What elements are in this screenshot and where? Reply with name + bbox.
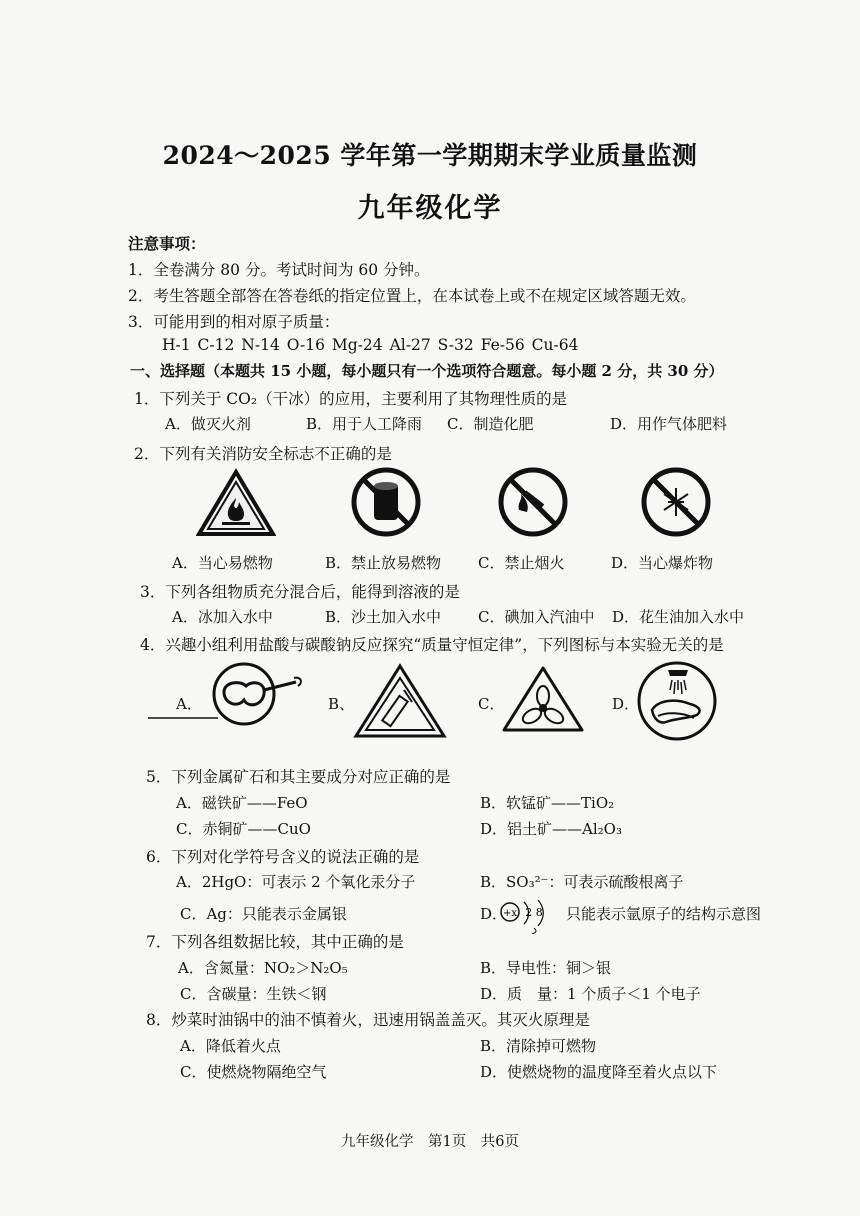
question-stem: 5．下列金属矿石和其主要成分对应正确的是 [146, 768, 451, 786]
question-stem: 1．下列关于 CO₂（干冰）的应用，主要利用了其物理性质的是 [134, 390, 568, 408]
note-item: 1．全卷满分 80 分。考试时间为 60 分钟。 [128, 261, 430, 279]
ventilation-fan-icon [500, 664, 586, 734]
option-d: D．花生油加入水中 [612, 608, 745, 626]
option-d-prefix: D． [480, 905, 508, 923]
option-a: A．当心易燃物 [172, 554, 273, 572]
option-d: 只能表示氩原子的结构示意图 [566, 905, 762, 923]
no-smoking-fire-icon [497, 466, 569, 538]
exam-subject: 九年级化学 [357, 193, 503, 224]
sharp-object-warning-icon [352, 662, 448, 740]
option-b: B．禁止放易燃物 [325, 554, 442, 572]
goggles-icon [148, 662, 308, 728]
exam-title: 2024～2025 学年第一学期期末学业质量监测 [162, 141, 698, 170]
hand-washing-icon [636, 660, 718, 742]
option-b: B．清除掉可燃物 [480, 1037, 597, 1055]
option-c: C．赤铜矿——CuO [176, 820, 311, 838]
option-a: A．磁铁矿——FeO [176, 794, 308, 812]
question-stem: 7．下列各组数据比较，其中正确的是 [146, 933, 404, 951]
nucleus-charge: +x [502, 908, 518, 919]
option-d: D．当心爆炸物 [611, 554, 714, 572]
option-b: B．SO₃²⁻：可表示硫酸根离子 [480, 873, 684, 891]
atom-structure-diagram [498, 894, 564, 934]
page-footer: 九年级化学 第1页 共6页 [341, 1134, 519, 1150]
option-b: B．软锰矿——TiO₂ [480, 794, 615, 812]
option-c: C．含碳量：生铁＜钢 [180, 985, 327, 1003]
question-stem: 3．下列各组物质充分混合后，能得到溶液的是 [140, 583, 460, 601]
note-item: 3．可能用到的相对原子质量： [128, 313, 340, 331]
flammable-warning-icon [196, 468, 276, 538]
option-c: C． [478, 695, 505, 713]
no-flammables-icon [350, 466, 422, 538]
option-d: D． [612, 695, 640, 713]
option-a: A．含氮量：NO₂＞N₂O₅ [178, 959, 348, 977]
option-c: C．禁止烟火 [478, 554, 565, 572]
note-item: 2．考生答题全部答在答卷纸的指定位置上，在本试卷上或不在规定区域答题无效。 [128, 287, 696, 305]
option-a: A．做灭火剂 [165, 415, 251, 433]
question-stem: 4．兴趣小组利用盐酸与碳酸钠反应探究“质量守恒定律”，下列图标与本实验无关的是 [140, 636, 724, 654]
option-c: C．使燃烧物隔绝空气 [180, 1063, 327, 1081]
notes-heading: 注意事项： [128, 234, 206, 253]
option-c: C．碘加入汽油中 [478, 608, 595, 626]
option-c: C．Ag：只能表示金属银 [180, 905, 347, 923]
option-b: B．沙土加入水中 [325, 608, 442, 626]
option-c: C．制造化肥 [447, 415, 534, 433]
atomic-masses: H-1 C-12 N-14 O-16 Mg-24 Al-27 S-32 Fe-56 Cu-64 [162, 336, 579, 354]
question-stem: 2．下列有关消防安全标志不正确的是 [134, 445, 392, 463]
explosive-icon [640, 466, 712, 538]
option-b: B．导电性：铜＞银 [480, 959, 612, 977]
option-d: D．使燃烧物的温度降至着火点以下 [480, 1063, 718, 1081]
option-b: B．用于人工降雨 [306, 415, 423, 433]
option-a: A．降低着火点 [180, 1037, 281, 1055]
question-stem: 8．炒菜时油锅中的油不慎着火，迅速用锅盖盖灭。其灭火原理是 [146, 1011, 590, 1029]
option-a: A．2HgO：可表示 2 个氧化汞分子 [176, 873, 416, 891]
electron-shells: 2 8 [525, 906, 543, 919]
option-b: B、 [328, 695, 355, 713]
option-d: D．质 量：1 个质子＜1 个电子 [480, 985, 701, 1003]
section-heading: 一、选择题（本题共 15 小题，每小题只有一个选项符合题意。每小题 2 分，共 30 分） [130, 362, 724, 380]
option-d: D．铝土矿——Al₂O₃ [480, 820, 622, 838]
option-a: A．冰加入水中 [172, 608, 273, 626]
option-d: D．用作气体肥料 [610, 415, 728, 433]
option-a: A． [176, 695, 202, 713]
question-stem: 6．下列对化学符号含义的说法正确的是 [146, 848, 420, 866]
